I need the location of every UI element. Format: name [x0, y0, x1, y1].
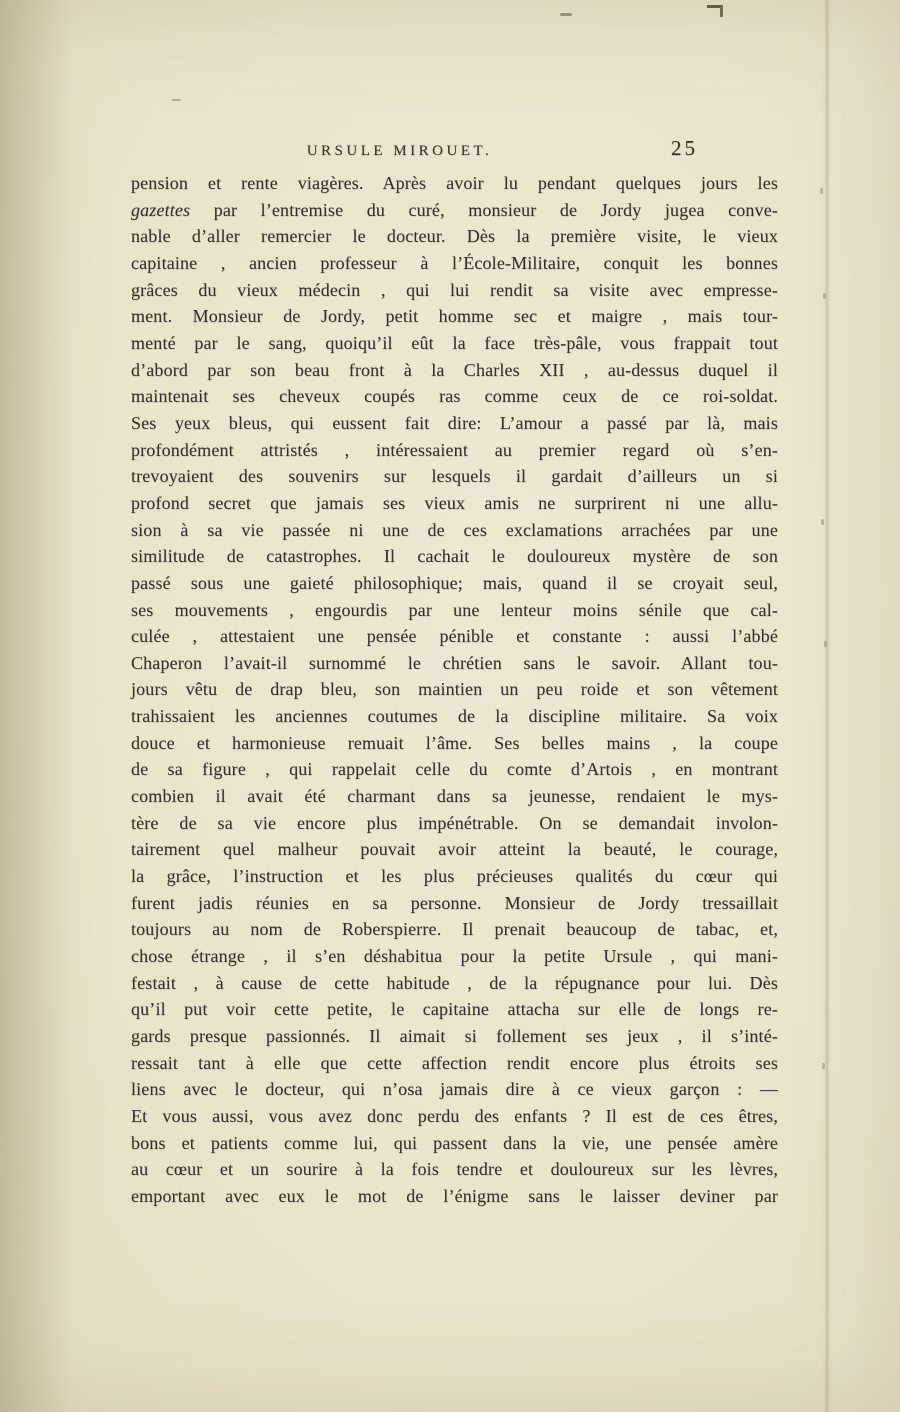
- text-line: qu’il put voir cette petite, le capitaine attacha sur elle de longs re-: [131, 999, 778, 1020]
- scan-artifact: [707, 5, 723, 17]
- text-line: profondément attristés , intéressaient au premier regard où s’en-: [131, 439, 778, 460]
- page-edge-line: [826, 0, 828, 1412]
- text-line: festait , à cause de cette habitude , de la répugnance pour lui. Dès: [131, 972, 778, 993]
- scan-artifact: [560, 13, 572, 16]
- text-line: gards presque passionnés. Il aimait si follement ses jeux , il s’inté-: [131, 1026, 778, 1046]
- text-line: grâces du vieux médecin , qui lui rendit sa visite avec empresse-: [131, 279, 778, 300]
- text-line: emportant avec eux le mot de l’énigme sans le laisser deviner par: [131, 1185, 778, 1206]
- page-edge-band: [828, 0, 900, 1412]
- text-line: trahissaient les anciennes coutumes de la discipline militaire. Sa voix: [131, 706, 778, 727]
- scan-speck: [824, 641, 827, 647]
- text-line: au cœur et un sourire à la fois tendre et douloureux sur les lèvres,: [131, 1159, 778, 1180]
- text-line: ressait tant à elle que cette affection rendit encore plus étroits ses: [131, 1052, 778, 1073]
- page-number: 25: [671, 136, 698, 160]
- text-line: profond secret que jamais ses vieux amis ne surprirent ni une allu-: [131, 492, 778, 513]
- text-line: combien il avait été charmant dans sa jeunesse, rendaient le mys-: [131, 786, 778, 807]
- text-line: tairement quel malheur pouvait avoir atteint la beauté, le courage,: [131, 839, 778, 860]
- text-line: culée , attestaient une pensée pénible et constante : aussi l’abbé: [131, 626, 778, 647]
- text-line: menté par le sang, quoiqu’il eût la face très-pâle, vous frappait tout: [131, 332, 778, 353]
- running-title: URSULE MIROUET.: [306, 143, 493, 159]
- text-line: toujours au nom de Roberspierre. Il prenait beaucoup de tabac, et,: [131, 919, 778, 940]
- text-line: d’abord par son beau front à la Charles XII , au-dessus duquel il: [131, 359, 778, 380]
- scan-speck: [820, 188, 823, 194]
- text-line: gazettes par l’entremise du curé, monsieur de Jordy jugea conve-: [131, 199, 778, 220]
- text-line: ment. Monsieur de Jordy, petit homme sec et maigre , mais tour-: [131, 306, 778, 327]
- text-line: passé sous une gaieté philosophique; mais, quand il se croyait seul,: [131, 572, 778, 593]
- text-line: ses mouvements , engourdis par une lenteur moins sénile que cal-: [131, 599, 778, 620]
- scan-speck: [823, 293, 826, 299]
- text-line: jours vêtu de drap bleu, son maintien un peu roide et son vêtement: [131, 679, 778, 700]
- scan-speck: [822, 1063, 825, 1069]
- text-line: similitude de catastrophes. Il cachait le douloureux mystère de son: [131, 546, 778, 567]
- body-text: [131, 170, 778, 1210]
- text-line: sion à sa vie passée ni une de ces exclamations arrachées par une: [131, 519, 778, 540]
- text-line: Chaperon l’avait-il surnommé le chrétien sans le savoir. Allant tou-: [131, 652, 778, 673]
- text-line: Et vous aussi, vous avez donc perdu des enfants ? Il est de ces êtres,: [131, 1105, 778, 1126]
- page-header: [131, 136, 778, 171]
- text-line: capitaine , ancien professeur à l’École-Militaire, conquit les bonnes: [131, 252, 778, 273]
- scan-artifact: [172, 99, 181, 101]
- text-line: trevoyaient des souvenirs sur lesquels il gardait d’ailleurs un si: [131, 466, 778, 487]
- text-line: nable d’aller remercier le docteur. Dès la première visite, le vieux: [131, 226, 778, 247]
- text-line: la grâce, l’instruction et les plus précieuses qualités du cœur qui: [131, 866, 778, 887]
- text-line: liens avec le docteur, qui n’osa jamais dire à ce vieux garçon : —: [131, 1079, 778, 1100]
- text-line: bons et patients comme lui, qui passent dans la vie, une pensée amère: [131, 1132, 778, 1153]
- text-line: douce et harmonieuse remuait l’âme. Ses belles mains , la coupe: [131, 732, 778, 753]
- text-line: Ses yeux bleus, qui eussent fait dire: L’amour a passé par là, mais: [131, 412, 778, 433]
- text-line: maintenait ses cheveux coupés ras comme ceux de ce roi-soldat.: [131, 386, 778, 407]
- text-line: chose étrange , il s’en déshabitua pour la petite Ursule , qui mani-: [131, 946, 778, 967]
- text-line: pension et rente viagères. Après avoir lu pendant quelques jours les: [131, 173, 778, 193]
- gutter-shadow: [0, 0, 72, 1412]
- text-line: de sa figure , qui rappelait celle du comte d’Artois , en montrant: [131, 759, 778, 780]
- text-line: tère de sa vie encore plus impénétrable. On se demandait involon-: [131, 812, 778, 833]
- text-line: furent jadis réunies en sa personne. Monsieur de Jordy tressaillait: [131, 892, 778, 913]
- scan-speck: [821, 519, 824, 525]
